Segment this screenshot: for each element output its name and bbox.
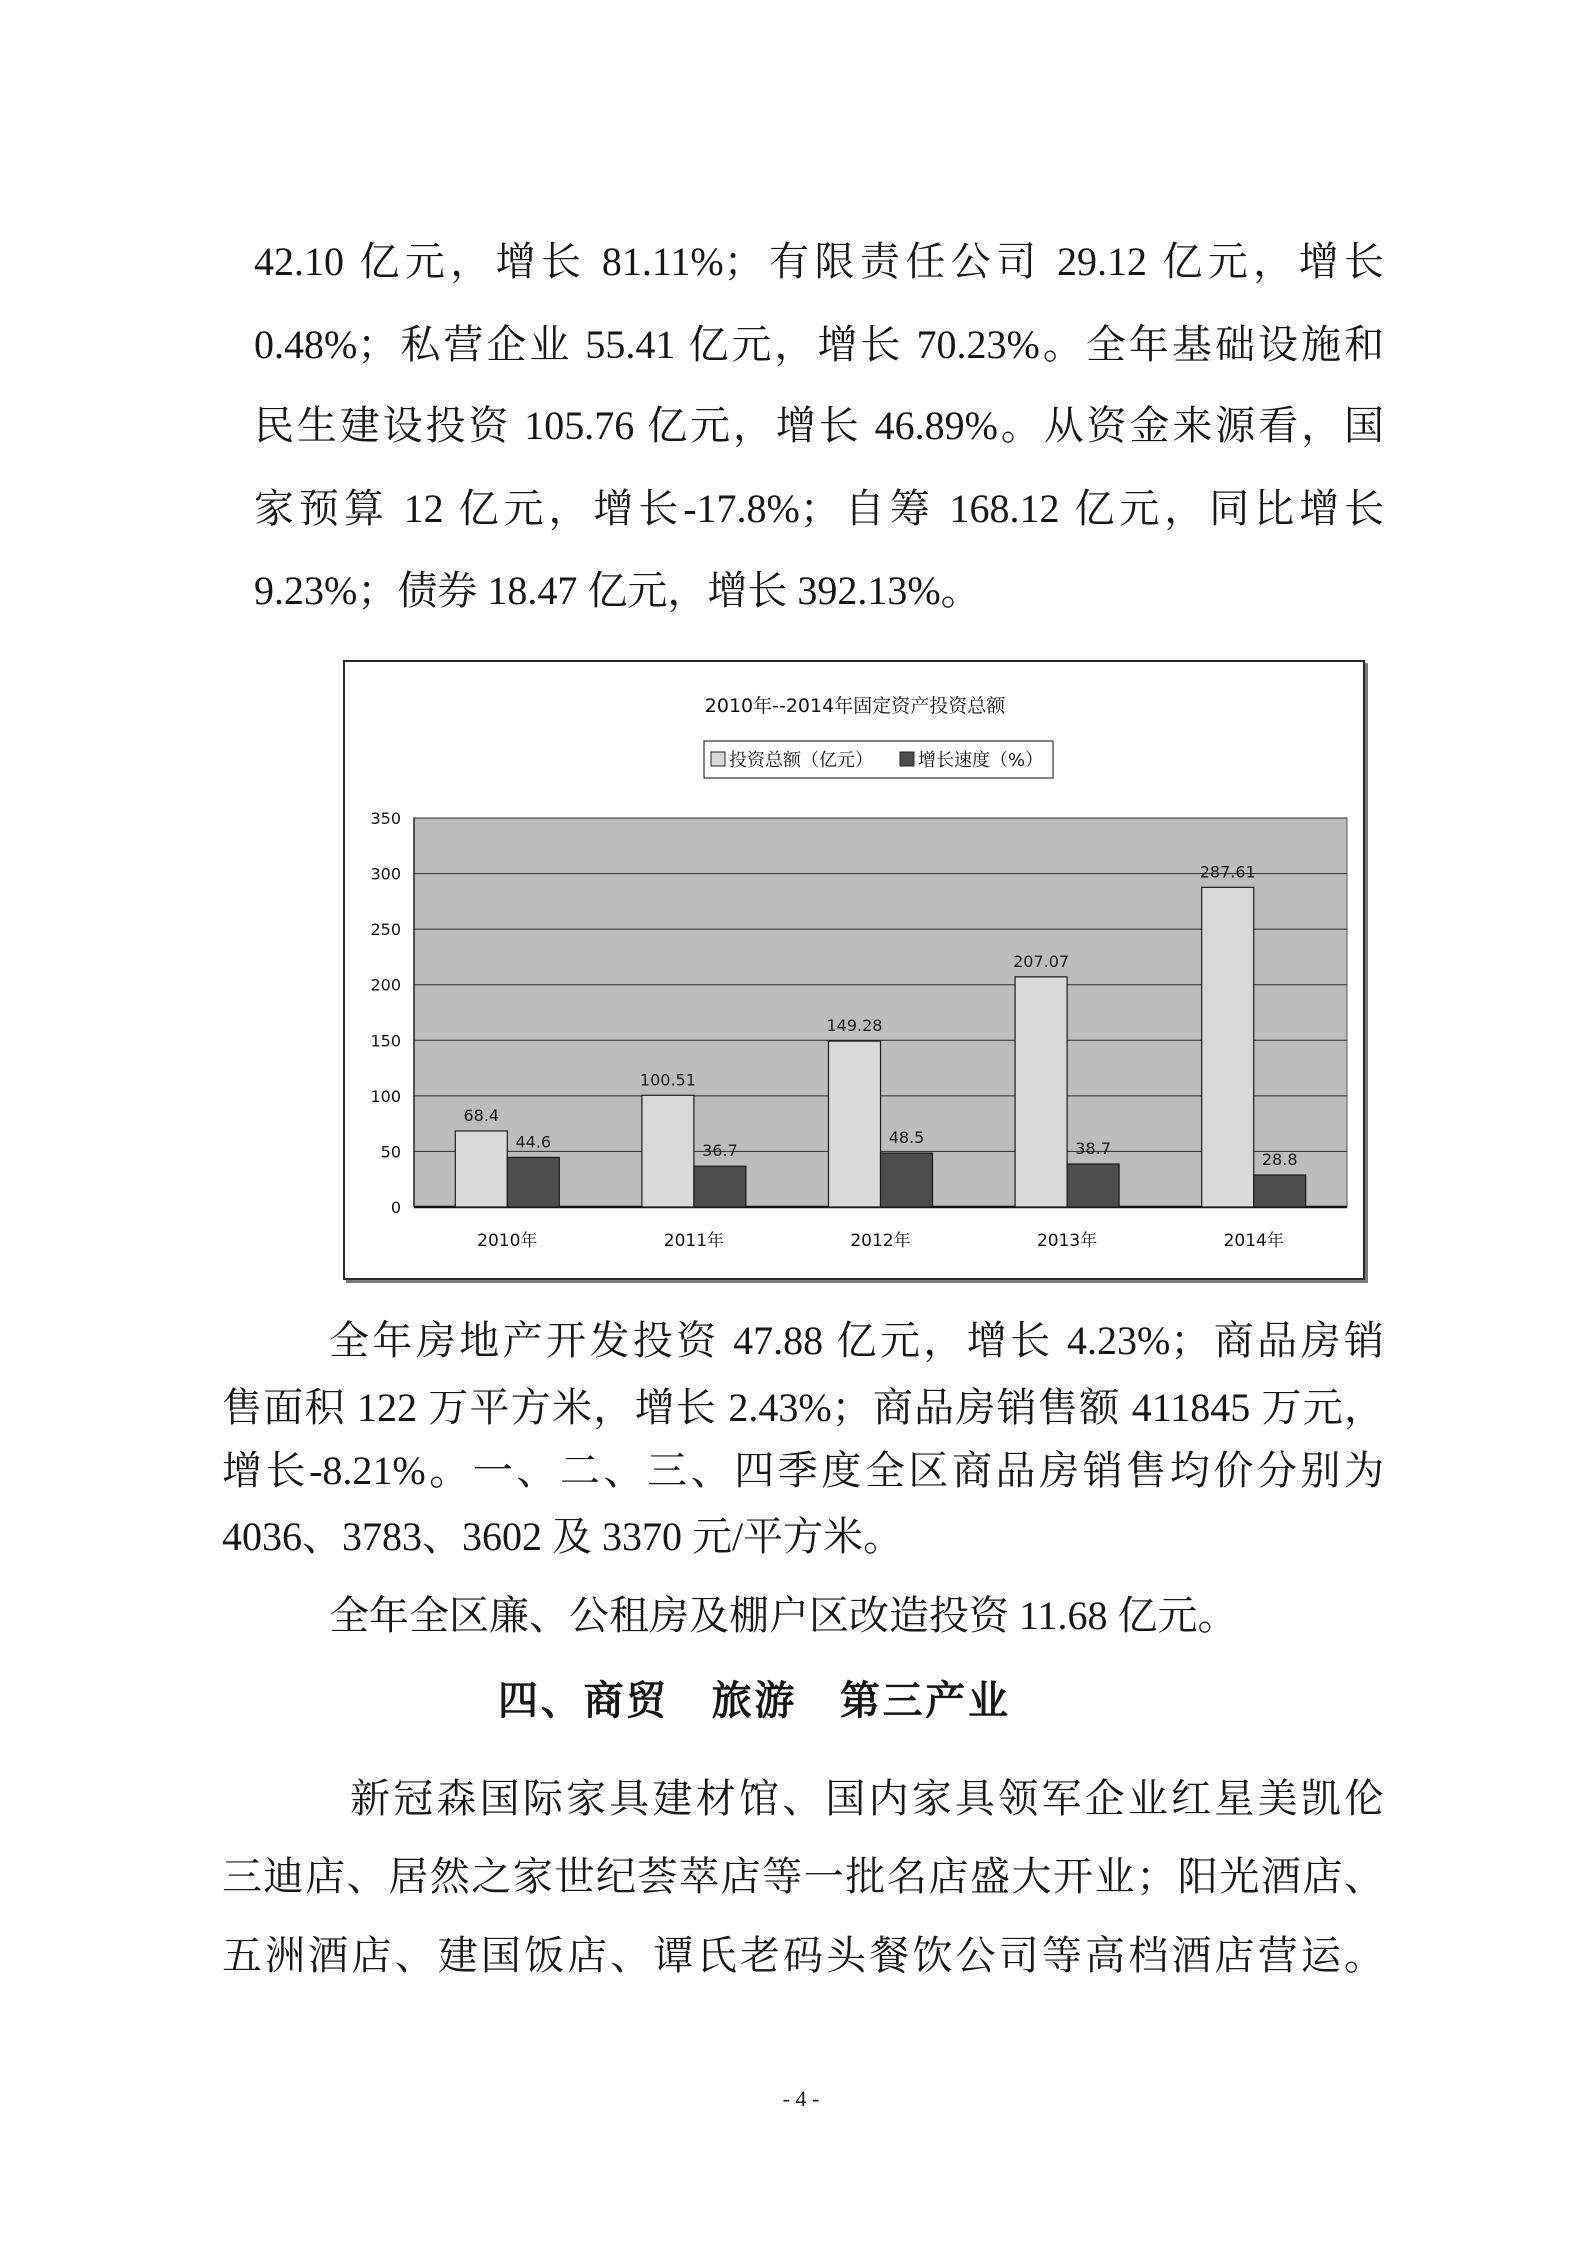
body-line: 4036、3783、3602 及 3370 元/平方米。 bbox=[222, 1514, 904, 1559]
data-label: 48.5 bbox=[888, 1128, 925, 1148]
legend-swatch-investment bbox=[711, 752, 725, 766]
investment-chart bbox=[343, 660, 1365, 1280]
body-line: 9.23%；债券 18.47 亿元，增长 392.13%。 bbox=[254, 568, 981, 613]
investment-bar bbox=[1015, 977, 1067, 1207]
x-tick-label: 2011年 bbox=[663, 1231, 725, 1251]
y-tick-label: 300 bbox=[370, 864, 401, 884]
data-label: 100.51 bbox=[639, 1070, 696, 1090]
y-tick-label: 250 bbox=[370, 920, 401, 940]
growth-rate-bar bbox=[1067, 1164, 1119, 1207]
body-line: 售面积 122 万平方米，增长 2.43%；商品房销售额 411845 万元， bbox=[222, 1385, 1384, 1430]
growth-rate-bar bbox=[507, 1157, 559, 1207]
legend-label-investment: 投资总额（亿元） bbox=[729, 750, 873, 771]
body-line: 42.10 亿元，增长 81.11%；有限责任公司 29.12 亿元，增长 bbox=[254, 239, 1384, 284]
body-line: 家预算 12 亿元，增长-17.8%；自筹 168.12 亿元，同比增长 bbox=[254, 486, 1384, 531]
investment-bar bbox=[455, 1131, 507, 1207]
data-label: 287.61 bbox=[1199, 862, 1256, 882]
x-tick-label: 2010年 bbox=[477, 1231, 538, 1251]
x-tick-label: 2012年 bbox=[850, 1231, 911, 1251]
body-line: 新冠森国际家具建材馆、国内家具领军企业红星美凯伦 bbox=[350, 1776, 1384, 1821]
y-tick-label: 0 bbox=[390, 1198, 401, 1217]
y-tick-label: 350 bbox=[370, 809, 401, 828]
investment-bar bbox=[1202, 887, 1254, 1207]
data-label: 207.07 bbox=[1013, 951, 1070, 971]
y-tick-label: 100 bbox=[370, 1086, 401, 1106]
data-label: 28.8 bbox=[1261, 1149, 1298, 1169]
investment-bar bbox=[829, 1041, 881, 1207]
legend-swatch-growth bbox=[900, 752, 914, 766]
data-label: 68.4 bbox=[463, 1105, 500, 1125]
legend-label-growth: 增长速度（%） bbox=[918, 750, 1044, 771]
section-heading: 四、商贸 旅游 第三产业 bbox=[498, 1678, 1008, 1723]
body-line: 三迪店、居然之家世纪荟萃店等一批名店盛大开业；阳光酒店、 bbox=[222, 1854, 1384, 1899]
legend bbox=[704, 741, 1053, 778]
growth-rate-bar bbox=[881, 1153, 933, 1207]
body-line: 全年房地产开发投资 47.88 亿元，增长 4.23%；商品房销 bbox=[329, 1318, 1384, 1363]
data-label: 38.7 bbox=[1075, 1138, 1111, 1158]
body-line: 全年全区廉、公租房及棚户区改造投资 11.68 亿元。 bbox=[329, 1593, 1238, 1638]
plot-group bbox=[370, 809, 1347, 1251]
data-label: 44.6 bbox=[515, 1132, 552, 1152]
body-line: 五洲酒店、建国饭店、谭氏老码头餐饮公司等高档酒店营运。 bbox=[222, 1933, 1384, 1978]
y-tick-label: 200 bbox=[370, 975, 401, 995]
y-tick-label: 50 bbox=[380, 1142, 401, 1162]
chart-title: 2010年--2014年固定资产投资总额 bbox=[704, 695, 1006, 717]
y-tick-label: 150 bbox=[370, 1031, 401, 1051]
investment-bar bbox=[642, 1095, 694, 1207]
x-tick-label: 2013年 bbox=[1036, 1231, 1098, 1251]
body-line: 0.48%；私营企业 55.41 亿元，增长 70.23%。全年基础设施和 bbox=[254, 322, 1384, 367]
body-line: 民生建设投资 105.76 亿元，增长 46.89%。从资金来源看，国 bbox=[254, 403, 1384, 448]
x-tick-label: 2014年 bbox=[1223, 1231, 1284, 1251]
data-label: 149.28 bbox=[826, 1016, 883, 1036]
growth-rate-bar bbox=[694, 1166, 746, 1207]
page-number: - 4 - bbox=[782, 2086, 820, 2111]
growth-rate-bar bbox=[1254, 1175, 1306, 1207]
data-label: 36.7 bbox=[702, 1141, 738, 1161]
chart-canvas bbox=[345, 662, 1363, 1278]
body-line: 增长-8.21%。一、二、三、四季度全区商品房销售均价分别为 bbox=[222, 1448, 1384, 1493]
